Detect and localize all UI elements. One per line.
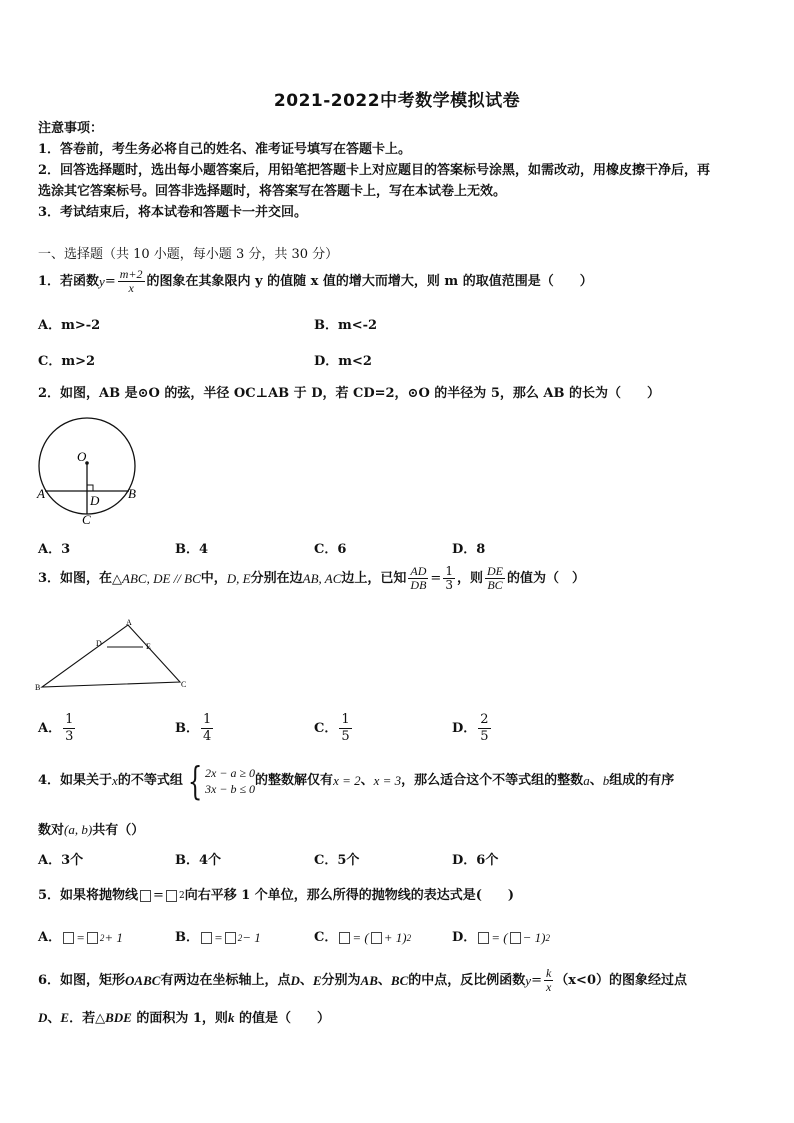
page-title: 2021-2022中考数学模拟试卷 bbox=[273, 91, 521, 111]
q5-opt-c-sup: 2 bbox=[406, 933, 412, 943]
q1-option-d[interactable]: D．m<2 bbox=[314, 354, 372, 369]
q1-frac-den: x bbox=[128, 281, 134, 295]
q3-label-e: E bbox=[146, 642, 151, 651]
q6-e: E bbox=[312, 972, 322, 988]
q3-fraction-de-bc bbox=[485, 565, 505, 592]
q3-triangle-figure bbox=[34, 616, 196, 694]
q6-y: y bbox=[525, 972, 532, 988]
q1-eq: = bbox=[104, 273, 116, 289]
q1-prefix: 1．若函数 bbox=[38, 273, 100, 289]
q2-label-o: O bbox=[77, 449, 87, 464]
q3-eq: = bbox=[430, 570, 442, 586]
q3-opt-c-den: 5 bbox=[341, 729, 350, 744]
q3-frac2-num: 1 bbox=[445, 564, 453, 578]
q6-sep-2: 、 bbox=[377, 972, 391, 988]
q3-sides: AB, AC bbox=[302, 570, 342, 586]
q3-opt-d-label: D． bbox=[452, 720, 477, 736]
question-4 bbox=[38, 759, 675, 803]
q2-label-d: D bbox=[90, 493, 100, 508]
q3-opt-c-frac bbox=[339, 712, 351, 745]
q3-label-b: B bbox=[35, 683, 41, 692]
q5-opt-b-tail: − 1 bbox=[242, 930, 261, 945]
q5-opt-a-label: A． bbox=[38, 930, 62, 945]
q2-label-c: C bbox=[82, 512, 91, 526]
q4-a: a bbox=[583, 773, 590, 788]
q6-frac-num: k bbox=[545, 966, 552, 980]
q5-option-c[interactable] bbox=[314, 928, 411, 948]
q2-label-b: B bbox=[128, 486, 136, 501]
q3-fraction-one-third bbox=[443, 565, 455, 592]
q3-opt-c-label: C． bbox=[314, 720, 338, 736]
q5-opt-c-glyph-x bbox=[371, 932, 382, 944]
q4-line2-b: 共有（） bbox=[92, 823, 145, 838]
q3-suffix: 的值为（ ） bbox=[506, 570, 585, 586]
q2-option-a[interactable]: A．3 bbox=[38, 542, 71, 557]
q3-frac3-num: DE bbox=[486, 564, 503, 578]
q5-sup: 2 bbox=[178, 891, 185, 901]
q3-opt-a-num: 1 bbox=[65, 712, 74, 727]
q3-opt-d-frac bbox=[478, 712, 490, 745]
q3-mid1: 中， bbox=[200, 570, 227, 586]
q6-bc: BC bbox=[390, 972, 409, 988]
q3-opt-b-label: B． bbox=[175, 720, 199, 736]
note-2-cont: 选涂其它答案标号。回答非选择题时，将答案写在答题卡上，写在本试卷上无效。 bbox=[38, 184, 507, 199]
q3-opt-d-num: 2 bbox=[480, 712, 489, 727]
q4-solution-1: x = 2 bbox=[333, 773, 361, 788]
q5-suffix: 向右平移 1 个单位，那么所得的抛物线的表达式是( ) bbox=[184, 888, 515, 903]
q6-line2-d: D bbox=[38, 1010, 48, 1025]
question-3 bbox=[38, 565, 585, 592]
q1-frac-num: m+2 bbox=[119, 267, 143, 281]
q5-option-a[interactable] bbox=[38, 928, 123, 948]
q4-solution-2: x = 3 bbox=[373, 773, 402, 788]
q1-option-c[interactable]: C．m>2 bbox=[38, 354, 96, 369]
q6-line2-if: ．若 bbox=[69, 1011, 96, 1026]
q5-opt-c-glyph-y bbox=[339, 932, 350, 944]
q3-points: D, E bbox=[226, 570, 251, 586]
q5-opt-a-expr: = bbox=[76, 930, 85, 945]
q4-row-2: 3x − b ≤ 0 bbox=[205, 782, 256, 796]
q2-option-d[interactable]: D．8 bbox=[452, 542, 486, 557]
q3-opt-a-den: 3 bbox=[65, 729, 74, 744]
q6-mid4: （x<0）的图象经过点 bbox=[555, 972, 687, 988]
q6-line2-end: 的值是（ ） bbox=[234, 1011, 330, 1026]
q4-pair: (a, b) bbox=[64, 822, 93, 837]
q5-opt-a-sup: 2 bbox=[99, 933, 105, 943]
q5-option-d[interactable] bbox=[452, 928, 550, 948]
q5-opt-b-glyph-y bbox=[201, 932, 212, 944]
q3-triangle-abc bbox=[42, 625, 180, 687]
q3-option-d[interactable] bbox=[452, 712, 493, 745]
q3-label-d: D bbox=[96, 639, 102, 648]
q3-opt-c-num: 1 bbox=[341, 712, 350, 727]
q4-option-d[interactable]: D．6个 bbox=[452, 853, 499, 868]
q4-mid1: 的不等式组 bbox=[117, 773, 183, 788]
q3-frac2-den: 3 bbox=[445, 578, 453, 592]
q6-ab: AB bbox=[360, 972, 378, 988]
q3-mid4: ，则 bbox=[456, 570, 483, 586]
q3-mid3: 边上，已知 bbox=[341, 570, 407, 586]
q2-option-c[interactable]: C．6 bbox=[314, 542, 347, 557]
q6-d: D bbox=[290, 972, 300, 988]
q6-line-2 bbox=[38, 1008, 330, 1029]
q5-opt-b-label: B． bbox=[175, 930, 199, 945]
q3-frac3-den: BC bbox=[487, 578, 503, 592]
q4-row-1: 2x − a ≥ 0 bbox=[205, 766, 256, 780]
q5-opt-b-sup: 2 bbox=[237, 933, 243, 943]
q3-opt-d-den: 5 bbox=[480, 729, 489, 744]
q1-fraction bbox=[118, 268, 145, 295]
q4-option-b[interactable]: B．4个 bbox=[175, 853, 222, 868]
q5-prefix: 5．如果将抛物线 bbox=[38, 888, 139, 903]
q1-suffix: 的图象在其象限内 y 的值随 x 值的增大而增大，则 m 的取值范围是（ ） bbox=[146, 273, 593, 289]
q6-triangle: △BDE bbox=[95, 1010, 132, 1025]
q5-opt-d-tail: − 1) bbox=[522, 930, 546, 945]
q6-mid1: 有两边在坐标轴上，点 bbox=[160, 972, 291, 988]
q3-label-a: A bbox=[126, 618, 132, 627]
q6-mid2: 分别为 bbox=[321, 972, 361, 988]
q3-opt-a-label: A． bbox=[38, 720, 62, 736]
question-2: 2．如图，AB 是⊙O 的弦，半径 OC⊥AB 于 D，若 CD=2，⊙O 的半径为 5，那么 AB 的长为（ ） bbox=[38, 386, 660, 401]
q4-option-c[interactable]: C．5个 bbox=[314, 853, 360, 868]
section-heading: 一、选择题（共 10 小题，每小题 3 分，共 30 分） bbox=[38, 247, 339, 262]
q5-option-b[interactable] bbox=[175, 928, 261, 948]
q4-option-a[interactable]: A．3个 bbox=[38, 853, 84, 868]
q6-prefix: 6．如图，矩形 bbox=[38, 972, 126, 988]
q5-opt-d-label: D． bbox=[452, 930, 477, 945]
q3-mid2: 分别在边 bbox=[250, 570, 303, 586]
q3-opt-b-frac bbox=[201, 712, 213, 745]
q3-opt-b-den: 4 bbox=[203, 729, 212, 744]
q3-label-c: C bbox=[181, 680, 187, 689]
q5-opt-d-glyph-y bbox=[478, 932, 489, 944]
q5-opt-d-sup: 2 bbox=[545, 933, 550, 943]
q4-prefix: 4．如果关于 bbox=[38, 773, 113, 788]
q5-opt-c-tail: + 1) bbox=[383, 930, 407, 945]
q1-option-a[interactable]: A．m>-2 bbox=[38, 318, 101, 333]
q6-rect: OABC bbox=[125, 972, 161, 988]
q6-k: k bbox=[227, 1010, 235, 1025]
q4-mid4: 组成的有序 bbox=[609, 773, 675, 788]
q6-frac-den: x bbox=[545, 980, 552, 994]
q3-opt-a-frac bbox=[63, 712, 75, 745]
q2-right-angle bbox=[87, 485, 93, 491]
q4-mid2: 的整数解仅有 bbox=[255, 773, 334, 788]
q4-line2-a: 数对 bbox=[38, 823, 65, 838]
note-1: 1．答卷前，考生务必将自己的姓名、准考证号填写在答题卡上。 bbox=[38, 142, 412, 157]
q6-line2-sep: 、 bbox=[47, 1011, 61, 1026]
q5-opt-c-expr: = ( bbox=[352, 930, 369, 945]
q5-opt-b-expr: = bbox=[214, 930, 223, 945]
q6-line2-e: E bbox=[60, 1010, 70, 1025]
question-5 bbox=[38, 886, 514, 906]
q6-mid3: 的中点，反比例函数 bbox=[408, 972, 526, 988]
q4-b: b bbox=[602, 773, 610, 788]
q1-option-b[interactable]: B．m<-2 bbox=[314, 318, 378, 333]
q4-mid3: ，那么适合这个不等式组的整数 bbox=[401, 773, 584, 788]
q3-condition: △ABC, DE // BC bbox=[112, 570, 201, 586]
q3-option-c[interactable] bbox=[314, 712, 354, 745]
q3-fraction-ad-db bbox=[408, 565, 428, 592]
q5-opt-a-tail: + 1 bbox=[104, 930, 123, 945]
q2-option-b[interactable]: B．4 bbox=[175, 542, 209, 557]
q5-opt-d-glyph-x bbox=[510, 932, 521, 944]
q6-sep: 、 bbox=[299, 972, 313, 988]
q4-sep2: 、 bbox=[589, 773, 603, 788]
note-2: 2．回答选择题时，选出每小题答案后，用铅笔把答题卡上对应题目的答案标号涂黑，如需改动，用橡皮擦干净后，再 bbox=[38, 163, 711, 178]
q6-fraction bbox=[544, 967, 553, 994]
q4-x: x bbox=[112, 773, 118, 788]
q3-option-a[interactable] bbox=[38, 712, 77, 745]
q3-prefix: 3．如图，在 bbox=[38, 570, 113, 586]
question-6 bbox=[38, 967, 687, 994]
q3-opt-b-num: 1 bbox=[203, 712, 212, 727]
q5-eq: = bbox=[153, 888, 164, 903]
q5-missing-glyph-x bbox=[166, 890, 177, 902]
q3-frac1-den: DB bbox=[410, 578, 427, 592]
q5-opt-a-glyph-y bbox=[63, 932, 74, 944]
q1-y: y bbox=[99, 273, 105, 289]
q5-missing-glyph-y bbox=[140, 890, 151, 902]
q5-opt-b-glyph-x bbox=[225, 932, 236, 944]
q3-option-b[interactable] bbox=[175, 712, 215, 745]
q6-line2-area: 的面积为 1，则 bbox=[131, 1011, 228, 1026]
notes-heading: 注意事项： bbox=[38, 121, 104, 136]
q5-opt-c-label: C． bbox=[314, 930, 338, 945]
note-3: 3．考试结束后，将本试卷和答题卡一并交回。 bbox=[38, 205, 308, 220]
q4-inequality-system: { 2x − a ≥ 0 3x − b ≤ 0 bbox=[187, 759, 256, 803]
q4-line-2 bbox=[38, 820, 144, 841]
q3-frac1-num: AD bbox=[410, 564, 427, 578]
q2-circle-figure bbox=[34, 414, 140, 526]
q4-sep: 、 bbox=[360, 773, 374, 788]
q2-label-a: A bbox=[37, 486, 45, 501]
q6-eq: = bbox=[531, 972, 542, 988]
q5-opt-a-glyph-x bbox=[87, 932, 98, 944]
question-1 bbox=[38, 268, 593, 295]
q5-opt-d-expr: = ( bbox=[491, 930, 508, 945]
